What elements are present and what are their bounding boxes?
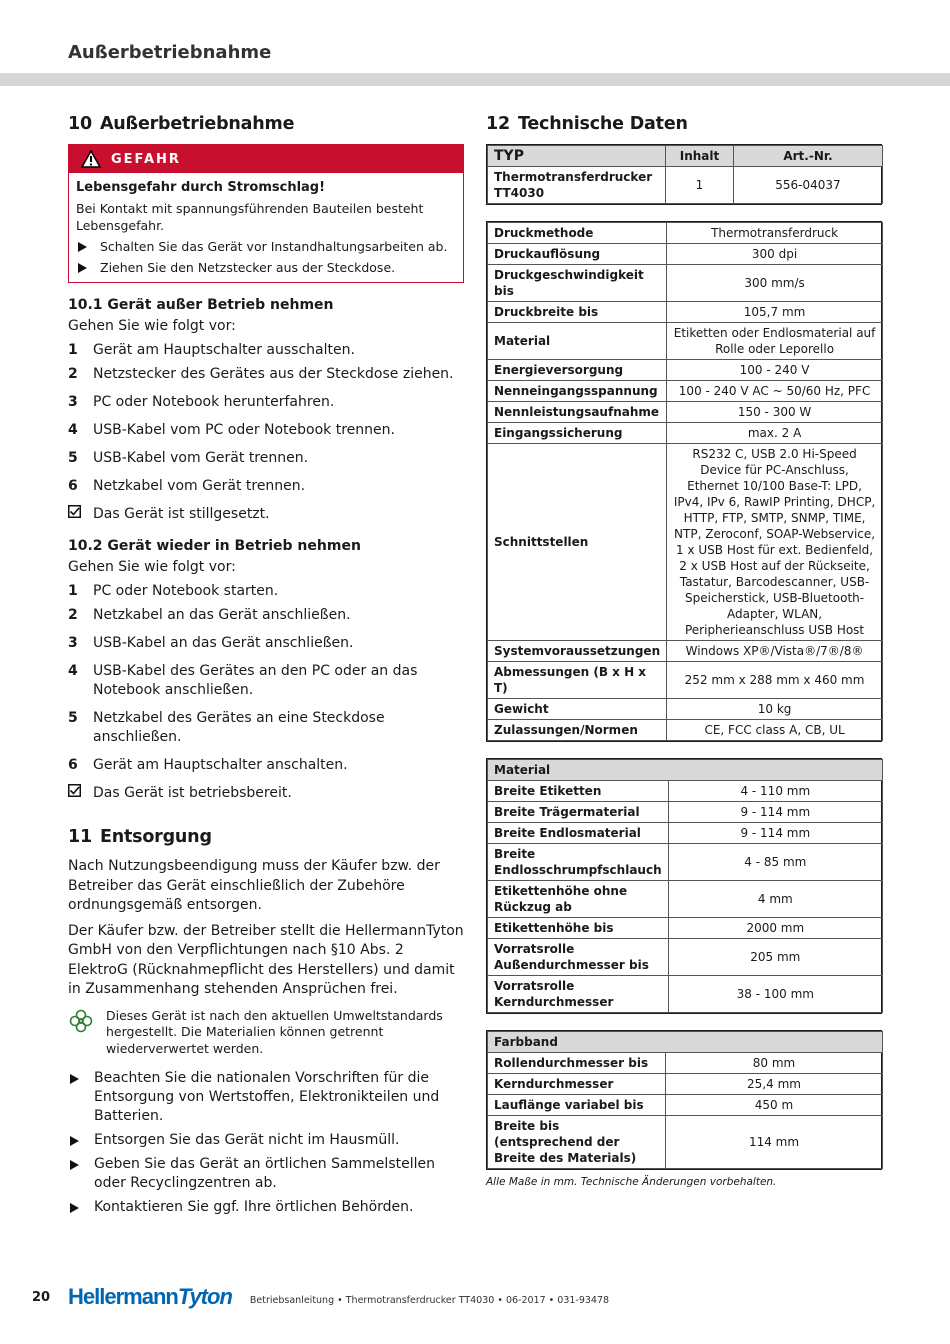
disposal-paragraph: Nach Nutzungsbeendigung muss der Käufer bzw. der Betreiber das Gerät einschließlich der Zubehöre ordnungsgemäß entsorgen. xyxy=(68,858,440,913)
spec-value: 100 - 240 V xyxy=(667,360,883,381)
spec-label: Kerndurchmesser xyxy=(488,1074,666,1095)
danger-headline: Lebensgefahr durch Stromschlag! xyxy=(76,180,326,195)
spec-label: Rollendurchmesser bis xyxy=(488,1053,666,1074)
spec-value: RS232 C, USB 2.0 Hi-Speed Device für PC-Anschluss, Ethernet 10/100 Base-T: LPD, IPv4, IPv 6, RawIP Printing, DHCP, HTTP, FTP, SMTP, SNMP, TIME, NTP, Zeroconf, SOAP-Webservice, 1 x USB Host für ext. Bedienfeld, 2 x USB Host auf der Rückseite, Tastatur, Barcodescanner, USB-Speicherstick, USB-Bluetooth-Adapter, WLAN, Peripherieanschluss USB Host xyxy=(667,444,883,641)
step-result: Das Gerät ist stillgesetzt. xyxy=(68,505,464,524)
spec-value: 4 - 110 mm xyxy=(668,781,882,802)
spec-value: 4 mm xyxy=(668,881,882,918)
spec-label: Breite Endlosschrumpfschlauch xyxy=(488,844,669,881)
step-item: 2 Netzkabel an das Gerät anschließen. xyxy=(68,607,351,623)
disposal-bullet: Entsorgen Sie das Gerät nicht im Hausmüll. xyxy=(68,1131,464,1150)
left-column xyxy=(68,114,464,1217)
instruction-intro: Gehen Sie wie folgt vor: xyxy=(68,318,236,334)
arrow-bullet-icon xyxy=(78,242,87,252)
table-row xyxy=(488,402,883,423)
step-item: 1 Gerät am Hauptschalter ausschalten. xyxy=(68,342,355,358)
danger-signal-word: GEFAHR xyxy=(111,151,181,167)
spec-value: 450 m xyxy=(666,1095,883,1116)
spec-label: Gewicht xyxy=(488,699,667,720)
spec-value: 4 - 85 mm xyxy=(668,844,882,881)
step-item: 4 USB-Kabel vom PC oder Notebook trennen. xyxy=(68,422,395,438)
danger-header xyxy=(69,145,463,173)
spec-label: Lauflänge variabel bis xyxy=(488,1095,666,1116)
section-10-1-heading: 10.1 Gerät außer Betrieb nehmen xyxy=(68,297,334,313)
disposal-paragraph: Der Käufer bzw. der Betreiber stellt die HellermannTyton GmbH von den Verpflichtungen nach §10 Abs. 2 ElektroG (Rücknahmepflicht des Herstellers) und damit in Zusammenhang stehenden Ansprüchen frei. xyxy=(68,922,464,997)
spec-value: Etiketten oder Endlosmaterial auf Rolle oder Leporello xyxy=(667,323,883,360)
spec-label: Eingangssicherung xyxy=(488,423,667,444)
spec-label: Abmessungen (B x H x T) xyxy=(488,662,667,699)
danger-action: Ziehen Sie den Netzstecker aus der Steckdose. xyxy=(76,259,455,276)
spec-value: 38 - 100 mm xyxy=(668,976,882,1013)
spec-value: 2000 mm xyxy=(668,918,882,939)
step-item: 5 USB-Kabel vom Gerät trennen. xyxy=(68,450,309,466)
table-row xyxy=(488,641,883,662)
page-header-title: Außerbetriebnahme xyxy=(68,42,272,63)
disposal-bullet: Kontaktieren Sie ggf. Ihre örtlichen Behörden. xyxy=(68,1198,464,1217)
danger-action: Schalten Sie das Gerät vor Instandhaltungsarbeiten ab. xyxy=(76,238,455,255)
step-item: 6 Gerät am Hauptschalter anschalten. xyxy=(68,757,348,773)
page-footer xyxy=(32,1282,892,1312)
spec-label: Systemvoraussetzungen xyxy=(488,641,667,662)
table-row xyxy=(488,360,883,381)
brand-logo: HellermannTyton xyxy=(68,1284,232,1309)
header-bar xyxy=(0,73,950,86)
spec-value: 205 mm xyxy=(668,939,882,976)
table-row xyxy=(488,918,883,939)
spec-label: Vorratsrolle Kerndurchmesser xyxy=(488,976,669,1013)
ribbon-table xyxy=(486,1030,882,1170)
danger-text: Bei Kontakt mit spannungsführenden Bauteilen besteht Lebensgefahr. xyxy=(76,201,424,233)
spec-label: Nenneingangsspannung xyxy=(488,381,667,402)
type-table xyxy=(486,144,882,205)
recycle-flower-icon xyxy=(68,1008,94,1034)
spec-value: Thermotransferdruck xyxy=(667,223,883,244)
warning-triangle-icon xyxy=(81,150,101,168)
spec-label: Energieversorgung xyxy=(488,360,667,381)
table-footnote: Alle Maße in mm. Technische Änderungen vorbehalten. xyxy=(486,1176,777,1188)
arrow-bullet-icon xyxy=(70,1160,79,1170)
table-row xyxy=(488,1053,883,1074)
instruction-intro: Gehen Sie wie folgt vor: xyxy=(68,559,236,575)
spec-value: 300 dpi xyxy=(667,244,883,265)
arrow-bullet-icon xyxy=(70,1136,79,1146)
table-row xyxy=(488,265,883,302)
spec-table xyxy=(486,221,882,742)
section-11-heading: 11 Entsorgung xyxy=(68,827,212,847)
spec-label: Nennleistungsaufnahme xyxy=(488,402,667,423)
section-10-heading: 10 Außerbetriebnahme xyxy=(68,114,295,134)
step-item: 4 USB-Kabel des Gerätes an den PC oder an das Notebook anschließen. xyxy=(68,663,418,698)
step-item: 6 Netzkabel vom Gerät trennen. xyxy=(68,478,306,494)
spec-value: 10 kg xyxy=(667,699,883,720)
spec-value: 105,7 mm xyxy=(667,302,883,323)
spec-value: 252 mm x 288 mm x 460 mm xyxy=(667,662,883,699)
disposal-bullet: Beachten Sie die nationalen Vorschriften für die Entsorgung von Wertstoffen, Elektronikteilen und Batterien. xyxy=(68,1069,464,1126)
table-header-cell: Farbband xyxy=(488,1032,883,1053)
table-row xyxy=(488,939,883,976)
table-row xyxy=(488,423,883,444)
spec-value: 100 - 240 V AC ~ 50/60 Hz, PFC xyxy=(667,381,883,402)
right-column xyxy=(486,114,882,1188)
table-row xyxy=(488,381,883,402)
table-row xyxy=(488,781,883,802)
spec-label: Druckmethode xyxy=(488,223,667,244)
disposal-bullet: Geben Sie das Gerät an örtlichen Sammelstellen oder Recyclingzentren ab. xyxy=(68,1155,464,1193)
step-item: 3 PC oder Notebook herunterfahren. xyxy=(68,394,335,410)
section-10-2-heading: 10.2 Gerät wieder in Betrieb nehmen xyxy=(68,538,361,554)
table-row xyxy=(488,444,883,641)
material-table xyxy=(486,758,882,1014)
table-row xyxy=(488,844,883,881)
spec-label: Etikettenhöhe bis xyxy=(488,918,669,939)
spec-label: Breite Endlosmaterial xyxy=(488,823,669,844)
spec-label: Etikettenhöhe ohne Rückzug ab xyxy=(488,881,669,918)
step-item: 1 PC oder Notebook starten. xyxy=(68,583,279,599)
environment-note: Dieses Gerät ist nach den aktuellen Umweltstandards hergestellt. Die Materialien können getrennt wiederverwertet werden. xyxy=(68,1008,464,1058)
spec-value: CE, FCC class A, CB, UL xyxy=(667,720,883,741)
spec-label: Vorratsrolle Außendurchmesser bis xyxy=(488,939,669,976)
spec-label: Druckgeschwindigkeit bis xyxy=(488,265,667,302)
table-row xyxy=(488,1116,883,1169)
spec-label: Breite Trägermaterial xyxy=(488,802,669,823)
footer-text: Betriebsanleitung • Thermotransferdrucker TT4030 • 06-2017 • 031-93478 xyxy=(249,1294,610,1306)
spec-label: Schnittstellen xyxy=(488,444,667,641)
spec-label: Druckauflösung xyxy=(488,244,667,265)
table-row xyxy=(488,802,883,823)
table-header-cell: TYP xyxy=(488,146,666,167)
table-row xyxy=(488,302,883,323)
spec-label: Druckbreite bis xyxy=(488,302,667,323)
step-item: 3 USB-Kabel an das Gerät anschließen. xyxy=(68,635,354,651)
spec-value: Windows XP®/Vista®/7®/8® xyxy=(667,641,883,662)
spec-value: 300 mm/s xyxy=(667,265,883,302)
table-row xyxy=(488,223,883,244)
arrow-bullet-icon xyxy=(70,1074,79,1084)
arrow-bullet-icon xyxy=(70,1203,79,1213)
table-row xyxy=(488,881,883,918)
table-row xyxy=(488,720,883,741)
page-number: 20 xyxy=(32,1289,51,1305)
table-row xyxy=(488,323,883,360)
table-row: Thermotransferdrucker TT4030 1 556-04037 xyxy=(488,167,883,204)
table-header-cell: Material xyxy=(488,760,883,781)
checkbox-check-icon xyxy=(68,505,81,518)
spec-value: max. 2 A xyxy=(667,423,883,444)
spec-label: Breite Etiketten xyxy=(488,781,669,802)
checkbox-check-icon xyxy=(68,784,81,797)
spec-value: 80 mm xyxy=(666,1053,883,1074)
table-row xyxy=(488,823,883,844)
arrow-bullet-icon xyxy=(78,263,87,273)
table-row xyxy=(488,1074,883,1095)
spec-value: 25,4 mm xyxy=(666,1074,883,1095)
section-12-heading: 12 Technische Daten xyxy=(486,114,688,134)
spec-label: Material xyxy=(488,323,667,360)
spec-value: 9 - 114 mm xyxy=(668,802,882,823)
spec-label: Zulassungen/Normen xyxy=(488,720,667,741)
table-row xyxy=(488,976,883,1013)
step-item: 5 Netzkabel des Gerätes an eine Steckdose anschließen. xyxy=(68,710,385,745)
spec-label: Breite bis (entsprechend der Breite des Materials) xyxy=(488,1116,666,1169)
table-header-cell: Art.-Nr. xyxy=(734,146,883,167)
step-result: Das Gerät ist betriebsbereit. xyxy=(68,784,464,803)
danger-box xyxy=(68,144,464,283)
table-row xyxy=(488,699,883,720)
table-row xyxy=(488,662,883,699)
table-header-cell: Inhalt xyxy=(666,146,734,167)
spec-value: 114 mm xyxy=(666,1116,883,1169)
spec-value: 150 - 300 W xyxy=(667,402,883,423)
step-item: 2 Netzstecker des Gerätes aus der Steckdose ziehen. xyxy=(68,366,454,382)
table-row xyxy=(488,1095,883,1116)
table-row xyxy=(488,244,883,265)
spec-value: 9 - 114 mm xyxy=(668,823,882,844)
